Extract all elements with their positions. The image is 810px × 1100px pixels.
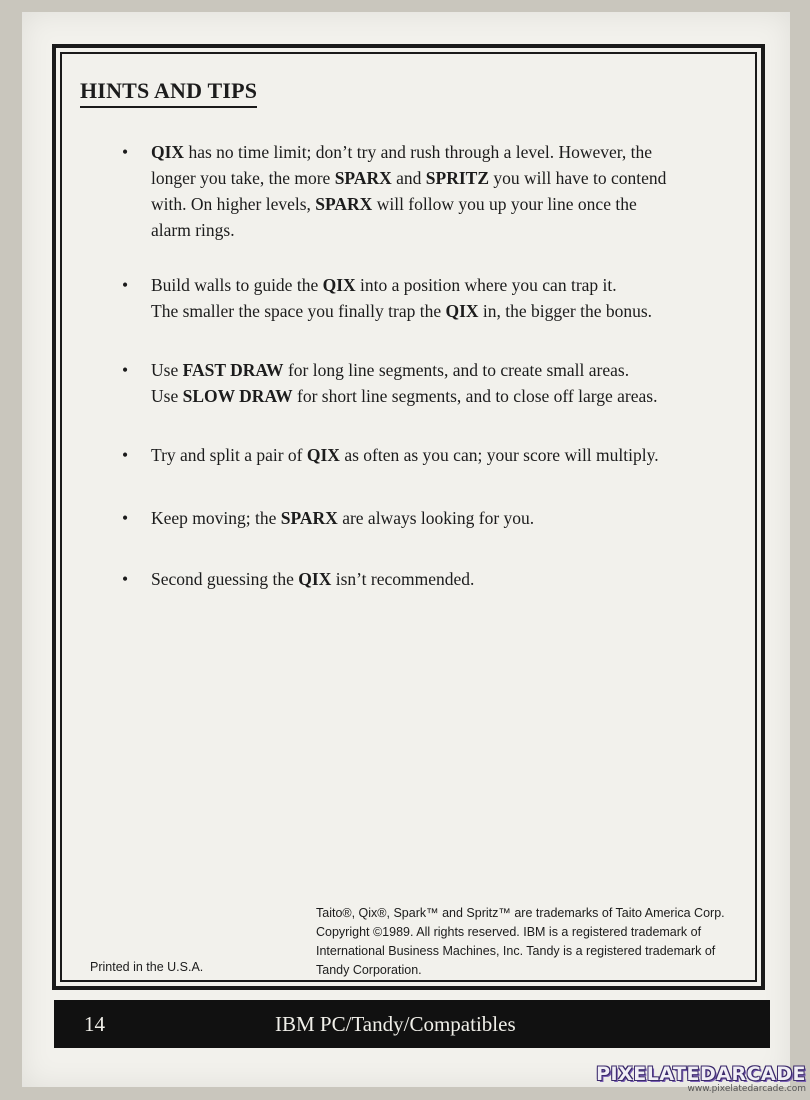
- tip-text-segment: The smaller the space you finally trap the: [151, 301, 446, 321]
- tip-text-segment: Try and split a pair of: [151, 445, 307, 465]
- bullet-icon: •: [122, 360, 129, 380]
- tip-line: [151, 357, 752, 383]
- tip-text-segment: Second guessing the: [151, 569, 299, 589]
- bullet-icon: •: [122, 569, 129, 589]
- emphasized-term: QIX: [445, 301, 479, 321]
- bullet-icon: •: [122, 508, 129, 528]
- printed-in-note: Printed in the U.S.A.: [90, 960, 204, 974]
- tip-text-segment: Keep moving; the: [151, 508, 281, 528]
- emphasized-term: SPARX: [280, 508, 338, 528]
- site-watermark: [596, 1063, 806, 1094]
- tip-line: [151, 272, 752, 298]
- tip-line: [151, 165, 752, 191]
- tip-text-segment: in, the bigger the bonus.: [478, 301, 653, 321]
- tip-text: [151, 505, 752, 531]
- tip-line: [151, 298, 752, 324]
- tip-line: [151, 383, 752, 409]
- tip-text: [151, 442, 752, 468]
- emphasized-term: QIX: [306, 445, 340, 465]
- tip-text-segment: for short line segments, and to close off large areas.: [292, 386, 658, 406]
- tip-text-segment: are always looking for you.: [337, 508, 535, 528]
- tip-item: [122, 272, 752, 324]
- tip-text: [151, 139, 752, 243]
- tip-text-segment: you will have to contend: [489, 168, 667, 188]
- emphasized-term: SPARX: [334, 168, 392, 188]
- emphasized-term: FAST DRAW: [182, 360, 284, 380]
- tip-text: [151, 272, 752, 324]
- tip-line: [151, 217, 752, 243]
- emphasized-term: QIX: [151, 142, 185, 162]
- tip-text-segment: and: [391, 168, 426, 188]
- footer-title: IBM PC/Tandy/Compatibles: [275, 1012, 516, 1036]
- tip-text-segment: Use: [151, 386, 183, 406]
- watermark-url: www.pixelatedarcade.com: [687, 1084, 806, 1094]
- tip-text: [151, 566, 752, 592]
- tip-text-segment: as often as you can; your score will multiply.: [339, 445, 659, 465]
- tip-line: [151, 566, 752, 592]
- section-title: HINTS AND TIPS: [80, 77, 257, 108]
- tip-text-segment: into a position where you can trap it.: [355, 275, 617, 295]
- tip-text-segment: Use: [151, 360, 183, 380]
- tip-line: [151, 191, 752, 217]
- legal-line: Copyright ©1989. All rights reserved. IBM is a registered trademark of: [316, 925, 702, 939]
- legal-line: Taito®, Qix®, Spark™ and Spritz™ are trademarks of Taito America Corp.: [316, 906, 725, 920]
- tip-item: [122, 442, 752, 468]
- tip-text-segment: for long line segments, and to create small areas.: [283, 360, 630, 380]
- tip-item: [122, 566, 752, 592]
- tip-text-segment: isn’t recommended.: [331, 569, 475, 589]
- footer-bar: [54, 1000, 770, 1048]
- tip-item: [122, 357, 752, 409]
- tip-text-segment: with. On higher levels,: [151, 194, 316, 214]
- tip-text: [151, 357, 752, 409]
- emphasized-term: SLOW DRAW: [182, 386, 293, 406]
- page-number: 14: [84, 1012, 105, 1036]
- emphasized-term: QIX: [298, 569, 332, 589]
- tip-text-segment: will follow you up your line once the: [372, 194, 637, 214]
- bullet-icon: •: [122, 275, 129, 295]
- bullet-icon: •: [122, 445, 129, 465]
- bullet-icon: •: [122, 142, 129, 162]
- legal-line: International Business Machines, Inc. Tandy is a registered trademark of: [316, 944, 716, 958]
- emphasized-term: SPARX: [315, 194, 373, 214]
- tip-line: [151, 505, 752, 531]
- emphasized-term: QIX: [322, 275, 356, 295]
- tip-text-segment: longer you take, the more: [151, 168, 335, 188]
- emphasized-term: SPRITZ: [425, 168, 489, 188]
- tip-text-segment: Build walls to guide the: [151, 275, 323, 295]
- tip-line: [151, 139, 752, 165]
- tip-line: [151, 442, 752, 468]
- watermark-logo: PIXELATEDARCADE: [596, 1063, 806, 1085]
- tip-item: [122, 505, 752, 531]
- legal-line: Tandy Corporation.: [316, 963, 422, 977]
- tip-item: [122, 139, 752, 243]
- tip-text-segment: alarm rings.: [151, 220, 235, 240]
- legal-notice: [316, 904, 756, 980]
- tip-text-segment: has no time limit; don’t try and rush through a level. However, the: [184, 142, 653, 162]
